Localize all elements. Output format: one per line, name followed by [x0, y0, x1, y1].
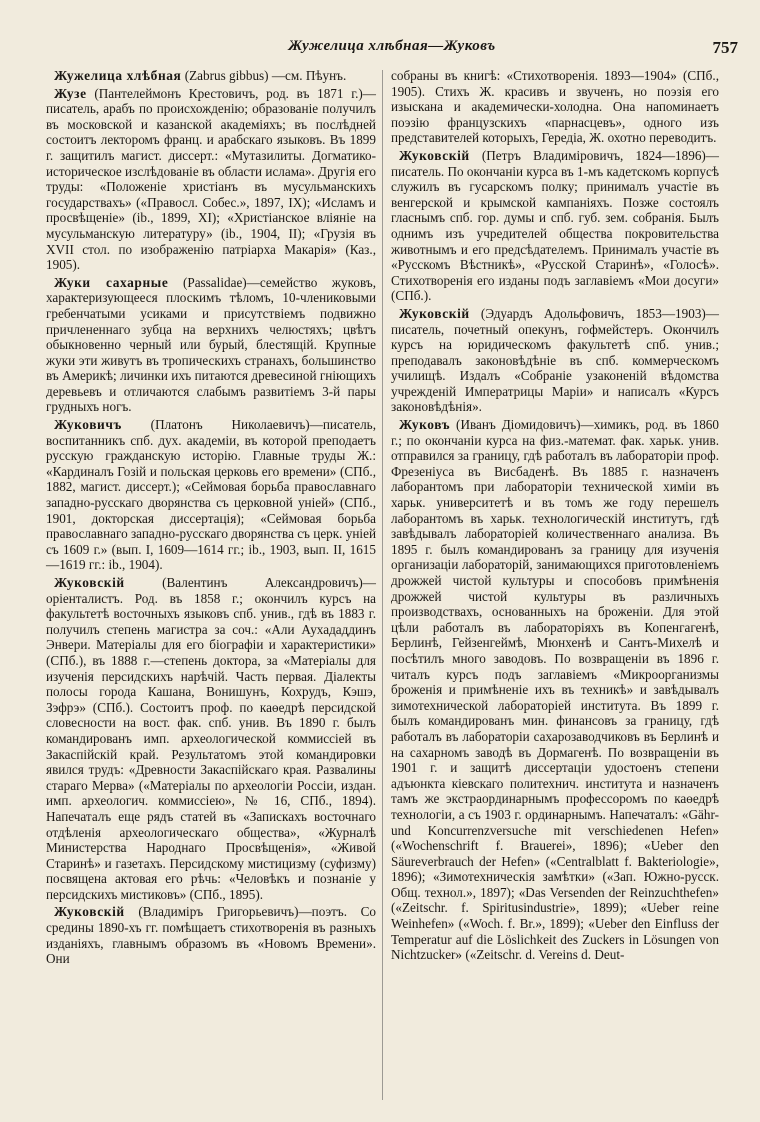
entry-text: (Иванъ Діомидовичъ)—химикъ, род. въ 1860 г.; по окончаніи курса на физ.-математ. фак. харьк. унив. отправился за границу, гдѣ работалъ въ лабораторіи проф. Фрезеніуса въ Висбаденѣ. Въ 1885 г. назначенъ лаборантомъ при лабораторіи технической химіи въ харьк. университетѣ и въ томъ же году перешелъ лаборантомъ въ харьк. технологическій институтъ, гдѣ завѣдывалъ лабораторіей количественнаго анализа. Въ 1895 г. былъ командированъ за границу для изученія организаціи лабораторій, занимающихся приготовленіемъ дрожжей чистой культуры и способовъ примѣненія дрожжей чистой культуры въ различныхъ производствахъ, основанныхъ на броженіи. Для этой цѣли работалъ въ лабораторіяхъ въ Копенгагенѣ, Берлинѣ, Гейзенгеймѣ, Мюнхенѣ и Сантъ-Михелѣ и посѣтилъ много заводовъ. По возвращеніи въ 1896 г. читалъ курсъ подъ заглавіемъ «Микроорганизмы броженія и примѣненіе ихъ въ техникѣ» и завѣдывалъ зимотехнической лабораторіей института. Въ 1899 г. былъ командированъ мин. финансовъ за границу, гдѣ работалъ въ лабораторіи сахарозаводчиковъ въ Берлинѣ и на сахарномъ заводѣ въ Дормагенѣ. По возвращеніи въ 1901 г. и защитѣ диссертаціи удостоенъ степени адъюнкта кіевскаго политехнич. института и назначенъ тамъ же экстраординарнымъ профессоромъ по каѳедрѣ технологіи, а съ 1903 г. ординарнымъ. Напечаталъ: «Gähr-und Koncurrenzversuche mit verschiedenen Hefen» («Wochenschrift f. Brauerei», 1896); «Ueber den Säureverbrauch der Hefen» («Centralblatt f. Bakteriologie», 1896); «Зимотехническія замѣтки» («Зап. Южно-русск. Общ. технол.», 1897); «Das Versenden der Reinzuchthefen» («Zeitschr. f. Spiritusindustrie», 1899); «Ueber reine Weinhefen» («Woch. f. Br.», 1899); «Ueber den Einfluss der Temperatur auf die Löslichkeit des Zuckers in Lösungen von Nichtzucker» («Zeitschr. d. Vereins d. Deut- [391, 417, 719, 963]
entry-text: (Владиміръ Григорьевичъ)—поэтъ. Со средины 1890-хъ гг. помѣщаетъ стихотворенія въ разныхъ изданіяхъ, главнымъ образомъ въ «Новомъ Времени». Они [46, 904, 376, 967]
entry-text: (Zabrus gibbus) —см. Пѣунъ. [181, 68, 347, 83]
entry-headword: Жужелица хлѣбная [54, 68, 182, 83]
dictionary-entry [391, 68, 719, 146]
entry-headword: Жуки сахарные [54, 274, 169, 290]
entry-text: (Passalidae)—семейство жуковъ, характеризующееся плоскимъ тѣломъ, 10-члениковыми гребенчатыми усиками и присутствіемъ подвижно причлененнаго зубца на верхнихъ челюстяхъ; цвѣтъ обыкновенно черный или бурый, блестящій. Крупные жуки эти живутъ въ тропическихъ странахъ, большинство въ Америкѣ; личинки ихъ питаются древесиной гніющихъ деревьевъ и отличаются слабымъ развитіемъ 3-й пары грудныхъ ногъ. [46, 274, 376, 415]
dictionary-entry [391, 417, 719, 963]
dictionary-entry [391, 148, 719, 304]
entry-text: собраны въ книгѣ: «Стихотворенія. 1893—1904» (СПб., 1905). Стихъ Ж. красивъ и звученъ, но поэзія его изыскана и академически-холодна. Она напоминаетъ поэзію французскихъ «парнасцевъ», одного изъ представителей которыхъ, Гередіа, Ж. охотно переводитъ. [391, 68, 719, 146]
right-column [383, 68, 719, 1102]
dictionary-entry [46, 275, 376, 415]
dictionary-entry [391, 306, 719, 415]
dictionary-entry [46, 417, 376, 573]
running-title: Жужелица хлѣбная—Жуковъ [288, 38, 496, 54]
entry-text: (Пантелеймонъ Крестовичъ, род. въ 1871 г.)—писатель, арабъ по происхожденію; образованіе получилъ въ московской и казанской академіяхъ; въ послѣдней состоитъ лекторомъ франц. и арабскаго языковъ. Въ 1899 г. защитилъ магист. диссерт.: «Мутазилиты. Догматико-историческое изслѣдованіе въ области ислама». Другія его труды: «Положеніе христіанъ въ мусульманскихъ государствахъ» («Правосл. Собес.», 1897, IX); «Исламъ и просвѣщеніе» (ib., 1899, XI); «Христіанское вліяніе на мусульманскую литературу» (ib., 1904, II); «Грузія въ XVII стол. по изображенію патріарха Макарія» (Каз., 1905). [46, 85, 377, 273]
entry-headword: Жузе [54, 85, 87, 101]
entry-headword: Жуковскій [54, 904, 125, 920]
entry-text: (Эдуардъ Адольфовичъ, 1853—1903)—писатель, почетный опекунъ, гофмейстеръ. Окончилъ курсъ на юридическомъ факультетѣ спб. унив.; преподавалъ законовѣдѣніе въ спб. коммерческомъ училищѣ. Издалъ «Собраніе узаконеній вѣдомства учрежденій Императрицы Маріи» и написалъ «Курсъ законовѣдѣнія». [391, 305, 719, 415]
column-divider [382, 70, 383, 1100]
dictionary-entry [46, 68, 376, 84]
dictionary-entry [46, 86, 376, 273]
entry-headword: Жуковскій [399, 147, 470, 163]
entry-headword: Жуковъ [399, 417, 451, 433]
entry-text: (Петръ Владиміровичъ, 1824—1896)—писатель. По окончаніи курса въ 1-мъ кадетскомъ корпусѣ служилъ въ гусарскомъ полку; принималъ участіе въ венгерской и крымской кампаніяхъ. Позже состоялъ гласнымъ спб. гор. думы и спб. губ. зем. собранія. Былъ однимъ изъ учредителей общества покровительства животнымъ и его предсѣдателемъ. Принималъ участіе въ «Русскомъ Вѣстникѣ», «Русской Старинѣ», «Голосѣ». Стихотворенія его изданы подъ заглавіемъ «Мои досуги» (СПб.). [391, 147, 719, 304]
dictionary-entry [46, 904, 376, 966]
text-columns [46, 68, 738, 1102]
entry-headword: Жуковскій [54, 575, 125, 590]
entry-headword: Жуковичъ [54, 417, 122, 433]
left-column [46, 68, 382, 1102]
dictionary-entry [46, 575, 376, 902]
page-header [46, 38, 738, 60]
page-number: 757 [712, 38, 738, 57]
entry-text: (Платонъ Николаевичъ)—писатель, воспитанникъ спб. дух. академіи, въ которой преподаетъ русскую гражданскую исторію. Главные труды Ж.: «Кардиналъ Гозій и польская церковь его времени» (СПб., 1882, магист. диссерт.); «Сеймовая борьба православнаго западно-русскаго дворянства съ церковной уніей» (СПб., 1901, докторская диссертація); «Сеймовая борьба православнаго западно-русскаго дворянства съ церк. уніей съ 1609 г.» (вып. I, 1609—1614 гг.; ib., 1903, вып. II, 1615—1619 гг.: ib., 1904). [46, 417, 376, 573]
entry-headword: Жуковскій [399, 305, 470, 321]
entry-text: (Валентинъ Александровичъ)—оріенталистъ. Род. въ 1858 г.; окончилъ курсъ на факультетѣ восточныхъ языковъ спб. унив., гдѣ въ 1883 г. получилъ степень магистра за соч.: «Али Аухададдинъ Энвери. Матеріалы для его біографіи и характеристики» (СПб.), въ 1888 г.—степень доктора, за «Матеріалы для изученія персидскихъ нарѣчій. Часть первая. Діалекты полосы города Кашана, Вонишунъ, Кохрудъ, Кэшэ, Зэфрэ» (СПб.). Состоитъ проф. по каѳедрѣ персидской словесности на вост. фак. спб. унив. Въ 1890 г. былъ командированъ имп. археологической коммиссіей въ Закаспійскій край. Результатомъ этой командировки явился трудъ: «Древности Закаспійскаго края. Развалины стараго Мерва» («Матеріалы по археологіи Россіи, издан. имп. археологич. коммиссіею», № 16, СПб., 1894). Напечаталъ еще рядъ статей въ «Запискахъ восточнаго отдѣленія археологическаго общества», «Журналѣ Министерства Народнаго Просвѣщенія», «Живой Старинѣ» и газетахъ. Персидскому мистицизму (суфизму) посвящена актовая его рѣчь: «Человѣкъ и познаніе у персидскихъ мистиковъ» (СПб., 1895). [46, 575, 376, 902]
